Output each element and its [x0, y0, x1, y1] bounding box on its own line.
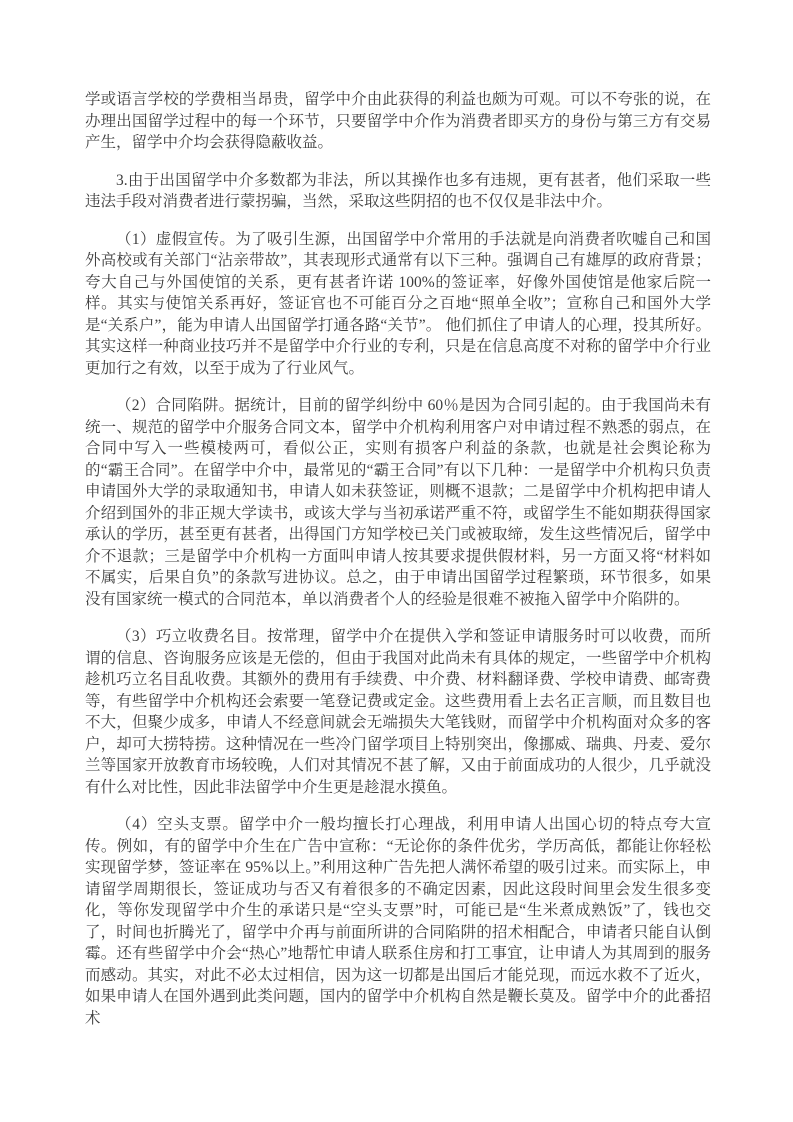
- document-body: [85, 89, 711, 1029]
- paragraph: （2）合同陷阱。据统计，目前的留学纠纷中 60％是因为合同引起的。由于我国尚未有统一、规范的留学中介服务合同文本，留学中介机构利用客户对申请过程不熟悉的弱点，在合同中写入一些模棱两可，看似公正，实则有损客户利益的条款，也就是社会舆论称为的“霸王合同”。在留学中介中，最常见的“霸王合同”有以下几种：一是留学中介机构只负责申请国外大学的录取通知书，申请人如未获签证，则概不退款；二是留学中介机构把申请人介绍到国外的非正规大学读书，或该大学与当初承诺严重不符，或留学生不能如期获得国家承认的学历，甚至更有甚者，出得国门方知学校已关门或被取缔，发生这些情况后，留学中介不退款；三是留学中介机构一方面叫申请人按其要求提供假材料，另一方面又将“材料如不属实，后果自负”的条款写进协议。总之，由于申请出国留学过程繁琐，环节很多，如果没有国家统一模式的合同范本，单以消费者个人的经验是很难不被拖入留学中介陷阱的。: [85, 397, 711, 608]
- paragraph: 3.由于出国留学中介多数都为非法，所以其操作也多有违规，更有甚者，他们采取一些违法手段对消费者进行蒙拐骗，当然，采取这些阴招的也不仅仅是非法中介。: [85, 171, 711, 210]
- paragraph: （3）巧立收费名目。按常理，留学中介在提供入学和签证申请服务时可以收费，而所谓的信息、咨询服务应该是无偿的，但由于我国对此尚未有具体的规定，一些留学中介机构趁机巧立名目乱收费。其额外的费用有手续费、中介费、材料翻译费、学校申请费、邮寄费等，有些留学中介机构还会索要一笔登记费或定金。这些费用看上去名正言顺，而且数目也不大，但聚少成多，申请人不经意间就会无端损失大笔钱财，而留学中介机构面对众多的客户，却可大捞特捞。这种情况在一些冷门留学项目上特别突出，像挪威、瑞典、丹麦、爱尔兰等国家开放教育市场较晚，人们对其情况不甚了解，又由于前面成功的人很少，几乎就没有什么对比性，因此非法留学中介生更是趁混水摸鱼。: [85, 628, 711, 796]
- paragraph: （1）虚假宣传。为了吸引生源，出国留学中介常用的手法就是向消费者吹嘘自己和国外高校或有关部门“沾亲带故”，其表现形式通常有以下三种。强调自己有雄厚的政府背景；夸大自己与外国使馆的关系，更有甚者许诺 100%的签证率，好像外国使馆是他家后院一样。其实与使馆关系再好，签证官也不可能百分之百地“照单全收”；宣称自己和国外大学是“关系户”，能为申请人出国留学打通各路“关节”。 他们抓住了申请人的心理，投其所好。其实这样一种商业技巧并不是留学中介行业的专利，只是在信息高度不对称的留学中介行业更加行之有效，以至于成为了行业风气。: [85, 230, 711, 377]
- paragraph: （4）空头支票。留学中介一般均擅长打心理战，利用申请人出国心切的特点夸大宣传。例如，有的留学中介生在广告中宣称：“无论你的条件优劣，学历高低，都能让你轻松实现留学梦，签证率在 95%以上。”利用这种广告先把人满怀希望的吸引过来。而实际上，申请留学周期很长，签证成功与否又有着很多的不确定因素，因此这段时间里会发生很多变化，等你发现留学中介生的承诺只是“空头支票”时，可能已是“生米煮成熟饭”了，钱也交了，时间也折腾光了，留学中介再与前面所讲的合同陷阱的招术相配合，申请者只能自认倒霉。还有些留学中介会“热心”地帮忙申请人联系住房和打工事宜，让申请人为其周到的服务而感动。其实，对此不必太过相信，因为这一切都是出国后才能兑现，而远水救不了近火，如果申请人在国外遇到此类问题，国内的留学中介机构自然是鞭长莫及。留学中介的此番招术: [85, 816, 711, 1027]
- paragraph: 学或语言学校的学费相当昂贵，留学中介由此获得的利益也颇为可观。可以不夸张的说，在办理出国留学过程中的每一个环节，只要留学中介作为消费者即买方的身份与第三方有交易产生，留学中介均会获得隐蔽收益。: [85, 91, 711, 151]
